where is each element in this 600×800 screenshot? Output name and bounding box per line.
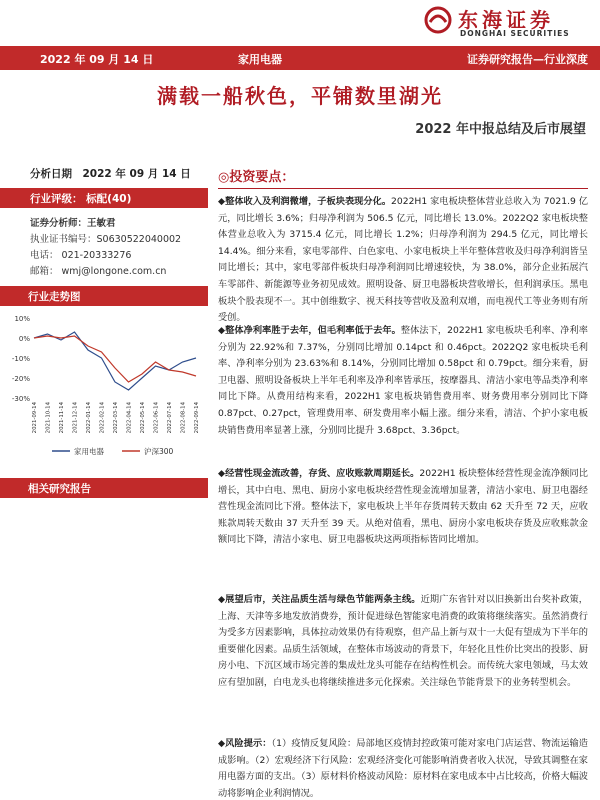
x-tick-label: 2022-05-14 — [140, 402, 146, 434]
x-tick-label: 2022-06-14 — [153, 402, 160, 434]
series-line — [34, 332, 196, 390]
point-margin: ◆整体净利率胜于去年，但毛利率低于去年。整体法下，2022H1 家电板块毛利率、净利率分别为 22.92%和 7.37%，分别同比增加 0.14pct 和 0.46pct。2022Q2 家电板块毛利率、净利率分别为 23.63%和 8.14%，分别同比增加 0.58pct 和 0.79pct。细分来看，厨卫电器、照明设备板块上半年毛利率及净利率皆承压，按摩器具、清洁小家电等品类净利率同比下降。从费用结构来看，2022H1 家电板块销售费用率、财务费用率分别同比下降 0.87pct、0.27pct，管理费用率、研发费用率小幅上涨。细分来看，清洁、个护小家电板块销售费用率显著上涨，分别同比提升 3.68pct、3.36pct。 — [218, 325, 588, 436]
x-tick-label: 2022-03-14 — [113, 402, 119, 434]
y-tick-label: -10% — [11, 355, 30, 363]
company-logo — [424, 4, 594, 44]
x-tick-label: 2021-12-14 — [72, 402, 79, 434]
x-tick-label: 2021-09-14 — [32, 402, 38, 434]
x-tick-label: 2021-10-14 — [45, 402, 52, 434]
y-tick-label: 10% — [14, 315, 30, 323]
logo-cn-text: 东海证券 — [458, 8, 554, 32]
x-tick-label: 2022-07-14 — [167, 402, 173, 434]
report-date: 2022 年 09 月 14 日 — [40, 53, 154, 66]
x-tick-label: 2022-04-14 — [126, 402, 133, 434]
logo-mark-icon — [424, 6, 452, 34]
report-type: 证券研究报告—行业深度 — [467, 53, 588, 66]
analysis-date: 分析日期 2022 年 09 月 14 日 — [30, 168, 191, 180]
analyst-phone: 电话： 021-20333276 — [30, 250, 132, 261]
header-bar — [0, 46, 600, 70]
trend-chart — [0, 310, 208, 460]
point-lead: ◆整体收入及利润微增，子板块表现分化。 — [218, 196, 392, 207]
trend-title: 行业走势图 — [0, 286, 208, 306]
point-risk: ◆风险提示：（1）疫情反复风险：局部地区疫情封控政策可能对家电门店运营、物流运输造成影响。（2）宏观经济下行风险：宏观经济变化可能影响消费者收入状况，导致其调整在家用电器方面的支出。（3）原材料价格波动风险：原材料在家电成本中占比较高，价格大幅波动将影响企业利润情况。 — [218, 738, 588, 799]
point-lead: ◆整体净利率胜于去年，但毛利率低于去年。 — [218, 325, 401, 336]
points-heading: ◎投资要点： — [218, 170, 295, 185]
analyst-info — [30, 216, 181, 280]
industry-rating: 行业评级： 标配(40) — [0, 188, 208, 208]
x-tick-label: 2021-11-14 — [59, 402, 65, 434]
x-tick-label: 2022-02-14 — [99, 402, 106, 434]
y-tick-label: -20% — [11, 375, 30, 383]
point-cashflow: ◆经营性现金流改善，存货、应收账款周期延长。2022H1 板块整体经营性现金流净额同比增长，其中白电、黑电、厨房小家电板块经营性现金流增加显著，清洁小家电、厨卫电器经营性现金流同比下滑。整体法下，家电板块上半年存货周转天数由 62 天升至 72 天，应收账款周转天数由 37 天升至 39 天。从绝对值看，黑电、厨房小家电板块存货及应收账款金额同比下降，清洁小家电、厨卫电器板块这两项指标皆同比增加。 — [218, 468, 588, 546]
report-subtitle: 2022 年中报总结及后市展望 — [415, 122, 586, 137]
x-tick-label: 2022-01-14 — [86, 402, 92, 434]
x-tick-label: 2022-09-14 — [194, 402, 200, 434]
analyst-name: 证券分析师：王敏君 — [30, 218, 116, 229]
analyst-email[interactable]: 邮箱： wmj@longone.com.cn — [30, 266, 167, 277]
related-reports-title: 相关研究报告 — [0, 478, 208, 498]
industry-label: 家用电器 — [238, 53, 282, 66]
x-tick-label: 2022-08-14 — [180, 402, 187, 434]
points-divider — [218, 188, 588, 189]
logo-en-text: DONGHAI SECURITIES — [460, 29, 570, 38]
point-lead: ◆风险提示： — [218, 738, 272, 749]
report-title: 满载一船秋色，平铺数里湖光 — [157, 84, 443, 108]
point-outlook: ◆展望后市，关注品质生活与绿色节能两条主线。近期广东省针对以旧换新出台奖补政策，上海、天津等多地发放消费券，预计促进绿色智能家电消费的政策将继续落实。虽然消费行为受多方因素影响，具体拉动效果仍有待观察，但产品上新与双十一大促有望成为下半年的重要催化因素。品质生活领域，在整体市场波动的背景下，年轻化且性价比突出的投影、厨房小电、下沉区域市场完善的集成灶龙头可能存在结构性机会。而传统大家电领域，马太效应有望加剧，白电龙头也将继续推进多元化探索。关注绿色节能背景下的业务转型机会。 — [218, 594, 588, 688]
legend-label: 沪深300 — [144, 447, 174, 456]
point-lead: ◆展望后市，关注品质生活与绿色节能两条主线。 — [218, 594, 421, 605]
series-line — [34, 336, 196, 382]
point-lead: ◆经营性现金流改善，存货、应收账款周期延长。 — [218, 468, 420, 479]
y-tick-label: 0% — [18, 335, 30, 343]
analyst-cert: 执业证书编号：S0630522040002 — [30, 234, 182, 245]
point-revenue: ◆整体收入及利润微增，子板块表现分化。2022H1 家电板块整体营业总收入为 7021.9 亿元，同比增长 3.6%；归母净利润为 506.5 亿元，同比增长 13.0%。2022Q2 家电板块整体营业总收入为 3715.4 亿元，同比增长 1.2%；归母净利润为 294.5 亿元，同比增长 14.4%。细分来看，家电零部件、白色家电、小家电板块上半年整体营收及归母净利润皆呈同比增长；其中，家电零部件板块归母净利润同比增速较快，为 38.0%，部分企业拓展汽车零部件、新能源等业务初见成效。照明设备、厨卫电器板块营收增长，但利润承压。黑电板块个股表现不一。其中创维数字、视天科技等营收及盈利双增，而电视代工等业务则有所受创。 — [218, 196, 588, 324]
legend-label: 家用电器 — [74, 447, 104, 456]
y-tick-label: -30% — [11, 395, 30, 403]
